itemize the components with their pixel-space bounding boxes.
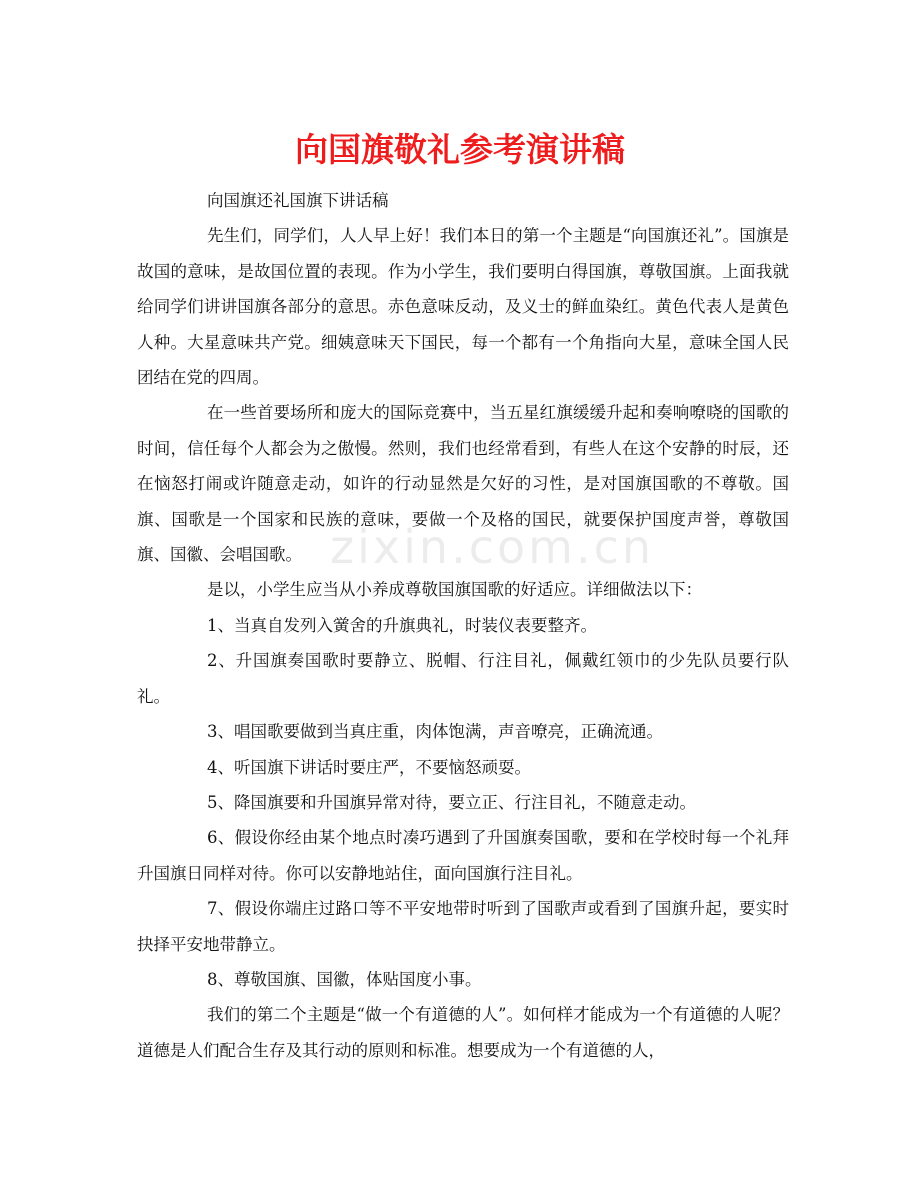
list-item: 1、当真自发列入黉舍的升旗典礼，时装仪表要整齐。 <box>207 615 597 635</box>
document-body <box>137 183 789 1068</box>
list-item: 5、降国旗要和升国旗异常对待，要立正、行注目礼，不随意走动。 <box>207 792 696 812</box>
body-paragraph: 先生们，同学们，人人早上好！我们本日的第一个主题是“向国旗还礼”。国旗是故国的意味，是故国位置的表现。作为小学生，我们要明白得国旗，尊敬国旗。上面我就给同学们讲讲国旗各部分的意思。赤色意味反动，及义士的鲜血染红。黄色代表人是黄色人种。大星意味共产党。细姨意味天下国民，每一个都有一个角指向大星，意味全国人民团结在党的四周。 <box>137 226 789 388</box>
body-paragraph: 是以，小学生应当从小养成尊敬国旗国歌的好适应。详细做法以下： <box>207 580 702 600</box>
list-item: 3、唱国歌要做到当真庄重，肉体饱满，声音嘹亮，正确流通。 <box>207 722 663 742</box>
list-item: 6、假设你经由某个地点时凑巧遇到了升国旗奏国歌，要和在学校时每一个礼拜升国旗日同样对待。你可以安静地站住，面向国旗行注目礼。 <box>137 828 789 883</box>
body-paragraph: 我们的第二个主题是“做一个有道德的人”。如何样才能成为一个有道德的人呢？道德是人们配合生存及其行动的原则和标准。想要成为一个有道德的人， <box>137 1005 789 1060</box>
list-item: 2、升国旗奏国歌时要静立、脱帽、行注目礼，佩戴红领巾的少先队员要行队礼。 <box>137 651 789 706</box>
list-item: 4、听国旗下讲话时要庄严，不要恼怒顽耍。 <box>207 757 531 777</box>
subtitle-paragraph: 向国旗还礼国旗下讲话稿 <box>207 191 389 210</box>
list-item: 7、假设你端庄过路口等不平安地带时听到了国歌声或看到了国旗升起，要实时抉择平安地带静立。 <box>137 899 789 954</box>
watermark: zixin.com.cn <box>330 520 655 574</box>
document-title: 向国旗敬礼参考演讲稿 <box>295 130 625 169</box>
body-paragraph: 在一些首要场所和庞大的国际竞赛中，当五星红旗缓缓升起和奏响嘹哓的国歌的时间，信任每个人都会为之傲慢。然则，我们也经常看到，有些人在这个安静的时辰，还在恼怒打闹或许随意走动，如许的行动显然是欠好的习性，是对国旗国歌的不尊敬。国旗、国歌是一个国家和民族的意味，要做一个及格的国民，就要保护国度声誉，尊敬国旗、国徽、会唱国歌。 <box>137 403 789 565</box>
list-item: 8、尊敬国旗、国徽，体贴国度小事。 <box>207 969 482 989</box>
